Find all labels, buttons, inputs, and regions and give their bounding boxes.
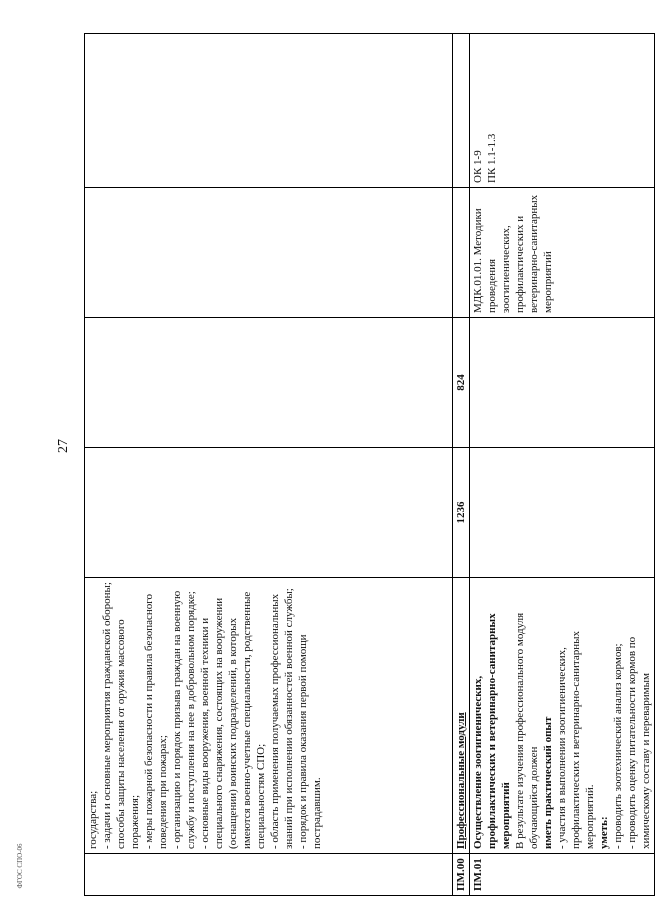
row-pm00-code: ПМ.00	[453, 854, 470, 896]
list-item: государства;	[87, 790, 99, 849]
list-item: - область применения получаемых профессиональных знаний при исполнении обязанностей военной службы;	[269, 588, 295, 849]
row-pm00-discipline	[453, 188, 470, 318]
table-row-pm00	[453, 34, 470, 896]
row-continuation-discipline	[85, 188, 453, 318]
row-pm01-hours-required	[470, 318, 655, 448]
row-pm01-intro: В результате изучения профессионального модуля обучающийся должен	[514, 612, 540, 849]
row-pm01-content	[470, 578, 655, 854]
page-number: 27	[56, 439, 71, 453]
row-pm01-hours-max	[470, 448, 655, 578]
continuation-list	[86, 582, 324, 849]
row-pm01-skills-heading: уметь:	[598, 816, 610, 849]
row-continuation-competencies	[85, 34, 453, 188]
row-pm01-competencies-ok: ОК 1-9	[472, 150, 484, 183]
row-pm00-hours-required: 824	[453, 318, 470, 448]
row-continuation-hours-max	[85, 448, 453, 578]
row-pm00-competencies	[453, 34, 470, 188]
list-item: - организацию и порядок призыва граждан на военную службу и поступления на нее в добровольном порядке;	[171, 590, 197, 849]
list-item: - основные виды вооружения, военной техники и специального снаряжения, состоящих на вооружении (оснащении) воинских подразделений, в которых имеются военно-учетные специальности, родственные специальностям СПО;	[199, 591, 267, 849]
table-row-continuation	[85, 34, 453, 896]
row-pm01-practice-item: - участия в выполнении зоогигиенических, профилактических и ветеринарно-санитарных мероприятий.	[556, 630, 596, 849]
curriculum-table	[84, 33, 655, 896]
row-pm01-competencies	[470, 34, 655, 188]
row-pm01-code: ПМ.01	[470, 854, 655, 896]
row-pm00-hours-max: 1236	[453, 448, 470, 578]
row-continuation-content	[85, 578, 453, 854]
rotated-table-frame	[84, 34, 652, 896]
row-pm01-practice-heading: иметь практический опыт	[542, 716, 554, 849]
skills-list	[611, 582, 653, 849]
row-pm01-title: Осуществление зоогигиенических, профилактических и ветеринарно-санитарных мероприятий	[472, 613, 512, 849]
row-continuation-hours-required	[85, 318, 453, 448]
table-row-pm01	[470, 34, 655, 896]
list-item: - задачи и основные мероприятия гражданской обороны; способы защиты населения от оружия массового поражения;	[101, 582, 141, 849]
list-item: - проводить зоотехнический анализ кормов;	[612, 643, 624, 849]
footer-mark: ФГОС СПО-06	[16, 843, 24, 889]
list-item: - меры пожарной безопасности и правила безопасного поведения при пожарах;	[143, 593, 169, 849]
row-pm00-title-cell	[453, 578, 470, 854]
row-pm01-competencies-pk: ПК 1.1-1.3	[486, 133, 498, 183]
list-item: - порядок и правила оказания первой помощи пострадавшим.	[297, 634, 323, 849]
row-continuation-code	[85, 854, 453, 896]
list-item: - проводить оценку питательности кормов по химическому составу и переваримым	[626, 636, 652, 849]
row-pm01-discipline: МДК.01.01. Методики проведения зоогигиенических, профилактических и ветеринарно-санитарных мероприятий	[470, 188, 655, 318]
row-pm00-title: Профессиональные модули	[455, 712, 467, 849]
